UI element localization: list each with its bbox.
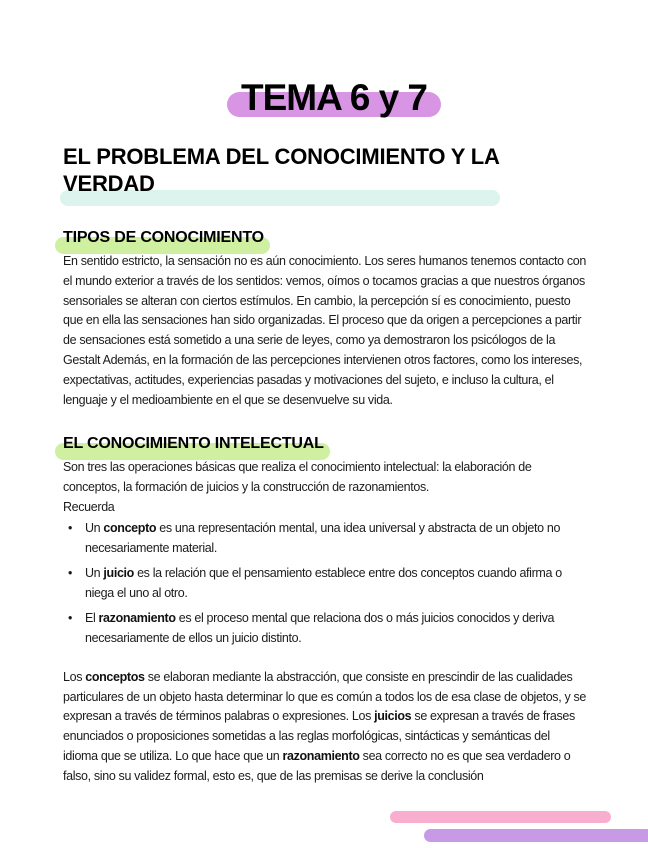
title-row bbox=[0, 0, 648, 118]
paragraph-intro: Son tres las operaciones básicas que realiza el conocimiento intelectual: la elaboración de conceptos, la formación de juicios y la construcción de razonamientos. bbox=[63, 460, 532, 495]
page-title bbox=[241, 78, 427, 118]
section-heading-intelectual bbox=[63, 434, 324, 453]
paragraph-closing: Los conceptos se elaboran mediante la abstracción, que consiste en prescindir de las cualidades particulares de un objeto hasta determinar lo que es común a todos los de esa clase de objetos, y se expresan a través de términos palabras o expresiones. Los juicios se expresan a través de frases enunciados o proposiciones sometidas a las reglas morfológicas, sintácticas y semánticas del idioma que se utiliza. Lo que hace que un razonamiento sea correcto no es que sea verdadero o falso, sino su validez formal, esto es, que de las premisas se derive la conclusión bbox=[63, 669, 586, 783]
paragraph-tipos: En sentido estricto, la sensación no es aún conocimiento. Los seres humanos tenemos contacto con el mundo exterior a través de los sentidos: vemos, oímos o tocamos gracias a que nuestros órganos sensoriales se alteran con ciertos estímulos. En cambio, la percepción sí es conocimiento, puesto que en ella las sensaciones han sido organizadas. El proceso que da origen a percepciones a partir de sensaciones está sometido a una serie de leyes, como ya demostraron los psicólogos de la Gestalt Además, en la formación de las percepciones intervienen otros factores, como los intereses, expectativas, actitudes, experiencias pasadas y motivaciones del sujeto, e incluso la cultura, el lenguaje y el medioambiente en el que se desenvuelve su vida. bbox=[63, 254, 586, 407]
bullet-icon: • bbox=[68, 520, 73, 535]
bullet-list bbox=[0, 518, 587, 648]
footer-pink-highlight-bar bbox=[390, 811, 611, 823]
page-title-text: TEMA 6 y 7 bbox=[240, 77, 428, 118]
bullet-text: El razonamiento es el proceso mental que relaciona dos o más juicios conocidos y deriva necesariamente de ellos un juicio distinto. bbox=[85, 610, 555, 645]
bullet-text: Un concepto es una representación mental, una idea universal y abstracta de un objeto no necesariamente material. bbox=[85, 520, 561, 555]
list-item bbox=[63, 608, 587, 648]
footer-purple-highlight-bar bbox=[424, 829, 648, 842]
bullet-icon: • bbox=[68, 610, 73, 625]
bullet-icon: • bbox=[68, 565, 73, 580]
section-heading-text: EL CONOCIMIENTO INTELECTUAL bbox=[63, 435, 324, 453]
bullet-text: Un juicio es la relación que el pensamiento establece entre dos conceptos cuando afirma o niega el uno al otro. bbox=[85, 565, 562, 600]
section-heading-tipos bbox=[63, 228, 264, 247]
list-item bbox=[63, 563, 587, 603]
main-heading: EL PROBLEMA DEL CONOCIMIENTO Y LA VERDAD bbox=[63, 144, 499, 196]
list-item bbox=[63, 518, 587, 558]
paragraph-recuerda: Recuerda bbox=[63, 499, 115, 514]
section-heading-text: TIPOS DE CONOCIMIENTO bbox=[63, 229, 264, 246]
